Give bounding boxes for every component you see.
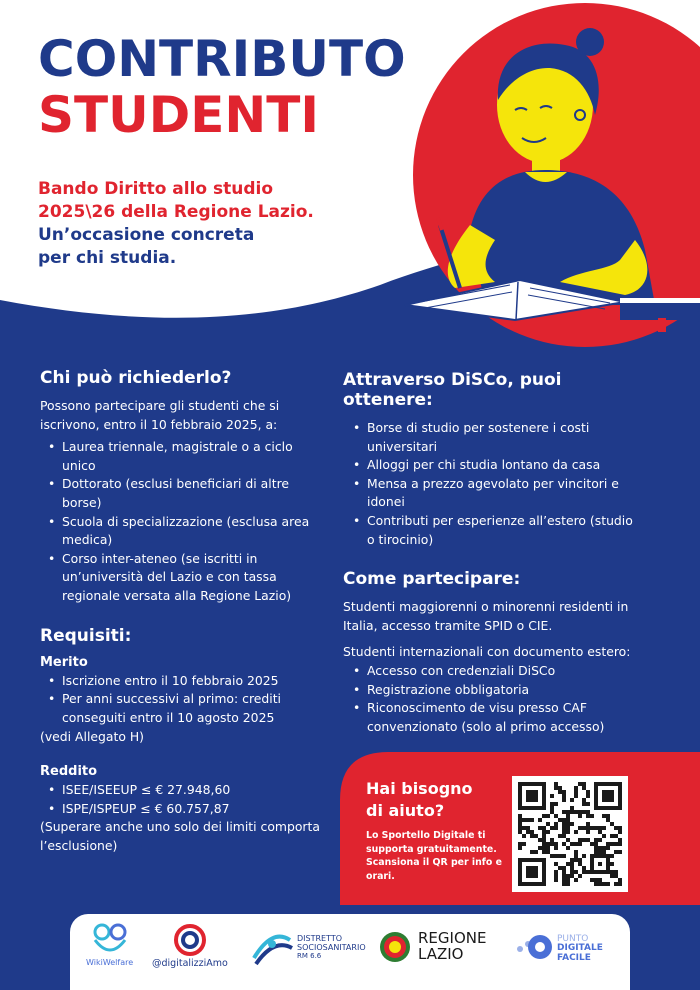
intl-list [343,662,643,736]
wikiwelfare-label: WikiWelfare [86,958,134,967]
distretto-logo [250,928,366,968]
who-list [40,438,320,605]
merit-title: Merito [40,654,88,670]
regione-line-2: LAZIO [418,945,464,963]
help-text: Lo Sportello Digitale ti supporta gratuitamente. Scansiona il QR per info e orari. [366,830,502,882]
requirements-title: Requisiti: [40,625,132,646]
regione-lazio-logo [378,930,486,964]
punto-line-1: PUNTO [557,933,589,944]
list-item: • Contributi per esperienze all’estero (studio o tirocinio) [367,512,643,549]
list-item: • Corso inter-ateneo (se iscritti in un’università del Lazio e con tassa regionale versata alla Regione Lazio) [62,550,320,606]
regione-line-1: REGIONE [418,929,487,948]
help-title [366,778,473,821]
list-item: • ISPE/ISPEUP ≤ € 60.757,87 [62,800,320,819]
subtitle-blue-1: Un’occasione concreta [38,225,255,246]
subtitle-red-2: 2025\26 della Regione Lazio. [38,202,314,223]
distretto-line-3: RM 6.6 [297,951,322,960]
page-title [38,30,406,144]
qr-code[interactable] [512,776,628,892]
subtitle-blue-2: per chi studia. [38,248,177,269]
income-list [40,781,320,818]
disco-title: Attraverso DiSCo, puoi ottenere: [343,370,562,410]
help-title-line-2: di aiuto? [366,800,445,820]
list-item: • Riconoscimento de visu presso CAF convenzionato (solo al primo accesso) [367,699,643,736]
subtitle [38,178,314,270]
punto-line-3: FACILE [557,952,591,963]
location-pin-icon [512,932,554,966]
student-illustration [400,20,700,340]
left-column [40,368,320,856]
distretto-line-1: DISTRETTO [297,934,343,944]
list-item: • Scuola di specializzazione (esclusa area medica) [62,513,320,550]
title-line-1: CONTRIBUTO [38,30,406,88]
how-title: Come partecipare: [343,569,521,590]
distretto-line-2: SOCIOSANITARIO [297,943,366,953]
distretto-icon [250,928,294,968]
subtitle-red-1: Bando Diritto allo studio [38,179,274,199]
list-item: • Laurea triennale, magistrale o a ciclo unico [62,438,320,475]
list-item: • Mensa a prezzo agevolato per vincitori e idonei [367,475,643,512]
title-line-2: STUDENTI [38,86,319,144]
qr-code-icon [518,782,622,886]
help-title-line-1: Hai bisogno [366,779,473,798]
income-note: (Superare anche uno solo dei limiti comporta l’esclusione) [40,819,320,853]
right-column [343,370,643,737]
digitalizziamo-label: @digitalizziAmo [152,958,228,969]
merit-list [40,672,320,728]
regione-lazio-emblem-icon [378,930,412,964]
punto-digitale-logo [512,932,603,966]
merit-note: (vedi Allegato H) [40,728,145,744]
how-text: Studenti maggiorenni o minorenni residenti in Italia, accesso tramite SPID o CIE. [343,599,629,633]
who-intro: Possono partecipare gli studenti che si iscrivono, entro il 10 febbraio 2025, a: [40,398,280,432]
income-title: Reddito [40,764,98,780]
list-item: • ISEE/ISEEUP ≤ € 27.948,60 [62,781,320,800]
list-item: • Iscrizione entro il 10 febbraio 2025 [62,672,320,691]
list-item: • Registrazione obbligatoria [367,681,643,700]
list-item: • Per anni successivi al primo: crediti conseguiti entro il 10 agosto 2025 [62,690,320,727]
heart-icon [170,924,210,958]
list-item: • Borse di studio per sostenere i costi universitari [367,419,643,456]
who-title: Chi può richiederlo? [40,368,232,388]
footer-logos [70,914,630,990]
list-item: • Alloggi per chi studia lontano da casa [367,456,643,475]
punto-line-2: DIGITALE [557,943,603,954]
wikiwelfare-logo [86,922,133,967]
wikiwelfare-icon [90,922,130,958]
disco-list [343,419,643,549]
list-item: • Accesso con credenziali DiSCo [367,662,643,681]
digitalizziamo-logo [152,924,228,969]
list-item: • Dottorato (esclusi beneficiari di altre borse) [62,475,320,512]
intl-intro: Studenti internazionali con documento estero: [343,644,631,660]
